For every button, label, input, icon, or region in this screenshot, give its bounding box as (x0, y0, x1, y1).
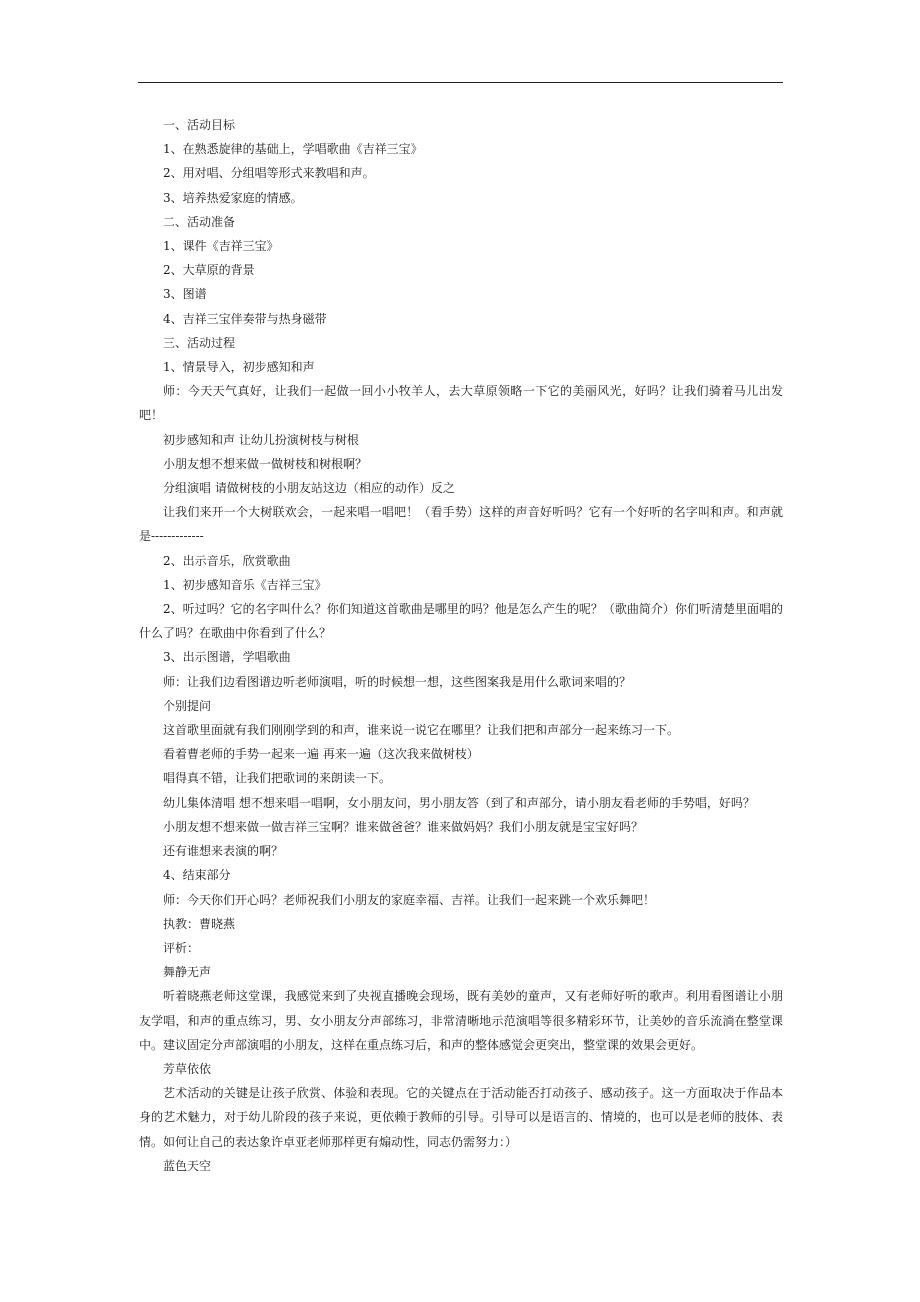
process-step: 2、出示音乐，欣赏歌曲 (163, 553, 291, 568)
document-body (139, 113, 783, 1178)
heading-objectives: 一、活动目标 (163, 118, 236, 132)
header-rule (138, 82, 783, 83)
body-paragraph: 师：今天你们开心吗？老师祝我们小朋友的家庭幸福、吉祥。让我们一起来跳一个欢乐舞吧！ (163, 892, 656, 907)
heading-preparation: 二、活动准备 (163, 214, 236, 229)
body-paragraph: 师：让我们边看图谱边听老师演唱，听的时候想一想，这些图案我是用什么歌词来唱的？ (163, 674, 632, 689)
preparation-item: 4、吉祥三宝伴奏带与热身磁带 (163, 311, 327, 326)
body-paragraph: 1、初步感知音乐《吉祥三宝》 (163, 577, 327, 592)
body-paragraph: 分组演唱 请做树枝的小朋友站这边（相应的动作）反之 (163, 481, 455, 496)
review-paragraph: 听着晓燕老师这堂课，我感觉来到了央视直播晚会现场，既有美妙的童声，又有老师好听的歌声。利用看图谱让小朋友学唱，和声的重点练习，男、女小朋友分声部练习，非常清晰地示范演唱等很多精彩环节，让美妙的音乐流淌在整堂课中。建议固定分声部演唱的小朋友，这样在重点练习后，和声的整体感觉会更突出，整堂课的效果会更好。 (139, 989, 783, 1052)
process-step: 3、出示图谱，学唱歌曲 (163, 650, 291, 665)
objective-item: 2、用对唱、分组唱等形式来教唱和声。 (163, 166, 375, 181)
review-heading: 评析： (163, 940, 200, 955)
objective-item: 3、培养热爱家庭的情感。 (163, 190, 303, 205)
body-paragraph: 初步感知和声 让幼儿扮演树枝与树根 (163, 432, 359, 447)
body-paragraph: 让我们来开一个大树联欢会，一起来唱一唱吧！（看手势）这样的声音好听吗？它有一个好听的名字叫和声。和声就是------------- (139, 505, 783, 544)
body-paragraph: 看着曹老师的手势一起来一遍 再来一遍（这次我来做树枝） (163, 747, 479, 762)
objective-item: 1、在熟悉旋律的基础上，学唱歌曲《吉祥三宝》 (163, 142, 423, 157)
body-paragraph: 小朋友想不想来做一做树枝和树根啊？ (163, 456, 368, 471)
process-step: 1、情景导入，初步感知和声 (163, 360, 315, 375)
body-paragraph: 还有谁想来表演的啊？ (163, 844, 284, 859)
body-paragraph: 个别提问 (163, 698, 212, 713)
teacher-credit: 执教：曹晓燕 (163, 916, 236, 931)
body-paragraph: 唱得真不错，让我们把歌词的来朗读一下。 (163, 771, 392, 786)
review-paragraph: 艺术活动的关键是让孩子欣赏、体验和表现。它的关键点在于活动能否打动孩子、感动孩子。这一方面取决于作品本身的艺术魅力，对于幼儿阶段的孩子来说，更依赖于教师的引导。引导可以是语言的、情境的，也可以是老师的肢体、表情。如何让自己的表达象许卓亚老师那样更有煽动性，同志仍需努力：） (139, 1086, 783, 1149)
process-step: 4、结束部分 (163, 868, 231, 883)
reviewer-name: 舞静无声 (163, 965, 212, 980)
body-paragraph: 2、听过吗？它的名字叫什么？你们知道这首歌曲是哪里的吗？他是怎么产生的呢？（歌曲简介）你们听清楚里面唱的什么了吗？在歌曲中你看到了什么？ (139, 602, 783, 641)
body-paragraph: 小朋友想不想来做一做吉祥三宝啊？谁来做爸爸？谁来做妈妈？我们小朋友就是宝宝好吗？ (163, 819, 644, 834)
body-paragraph: 幼儿集体清唱 想不想来唱一唱啊，女小朋友问，男小朋友答（到了和声部分，请小朋友看老师的手势唱，好吗？ (163, 795, 755, 810)
preparation-item: 1、课件《吉祥三宝》 (163, 239, 279, 254)
reviewer-name: 蓝色天空 (163, 1158, 212, 1173)
preparation-item: 3、图谱 (163, 287, 207, 302)
heading-process: 三、活动过程 (163, 335, 236, 350)
reviewer-name: 芳草依依 (163, 1061, 212, 1076)
body-paragraph: 这首歌里面就有我们刚刚学到的和声，谁来说一说它在哪里？让我们把和声部分一起来练习一下。 (163, 723, 680, 738)
body-paragraph: 师：今天天气真好，让我们一起做一回小小牧羊人，去大草原领略一下它的美丽风光，好吗？让我们骑着马儿出发吧！ (139, 384, 783, 423)
preparation-item: 2、大草原的背景 (163, 263, 255, 278)
